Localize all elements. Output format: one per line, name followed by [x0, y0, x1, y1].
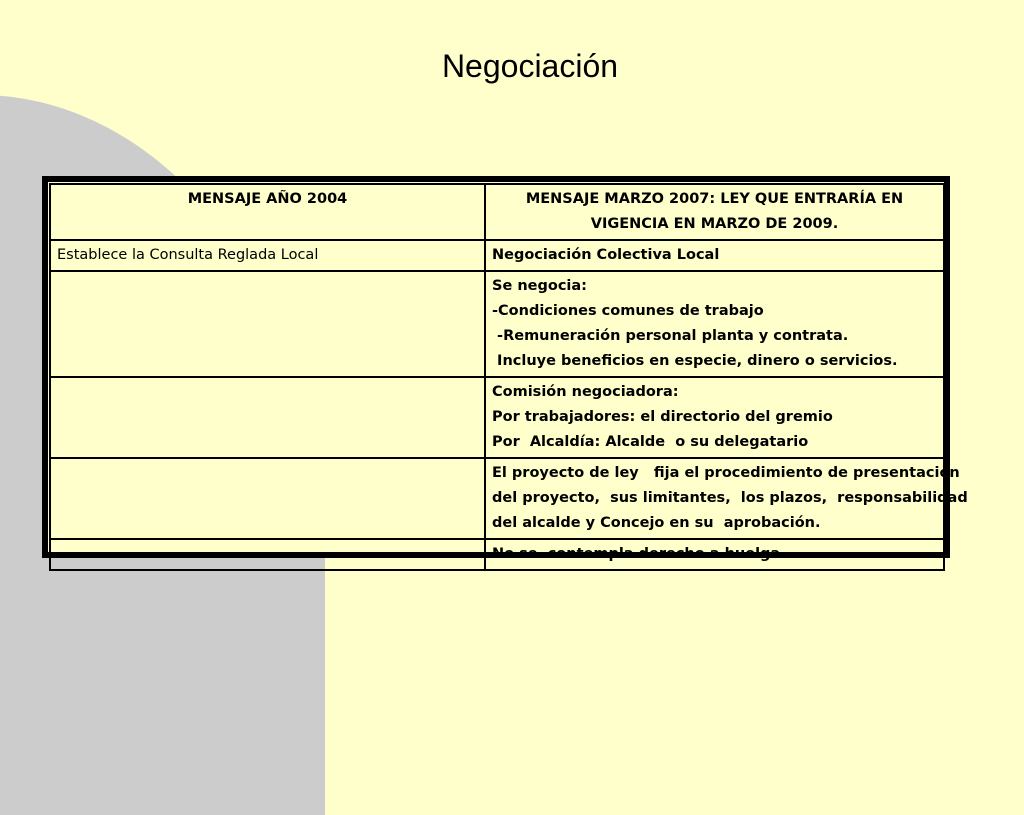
cell-line: Negociación Colectiva Local [492, 247, 720, 263]
row-4-right-cell [485, 458, 968, 539]
row-1-right-cell [485, 240, 944, 271]
cell-line: del alcalde y Concejo en su aprobación. [492, 515, 821, 531]
header-2004: MENSAJE AÑO 2004 [50, 184, 485, 240]
cell-line: -Condiciones comunes de trabajo [492, 303, 764, 319]
cell-line: del proyecto, sus limitantes, los plazos, responsabilidad [492, 490, 968, 506]
table-row [50, 377, 944, 458]
cell-line: No se contempla derecho a huelga. [492, 546, 786, 562]
row-4-left-cell [50, 458, 485, 539]
cell-line: Por trabajadores: el directorio del gremio [492, 409, 833, 425]
slide-title: Negociación [441, 48, 619, 84]
row-2-right-cell [485, 271, 944, 377]
cell-line: Por Alcaldía: Alcalde o su delegatario [492, 434, 809, 450]
header-2007: MENSAJE MARZO 2007: LEY QUE ENTRARÍA EN VIGENCIA EN MARZO DE 2009. [485, 184, 944, 240]
cell-line: -Remuneración personal planta y contrata. [492, 328, 849, 344]
cell-line: Comisión negociadora: [492, 384, 679, 400]
cell-line: Incluye beneficios en especie, dinero o servicios. [492, 353, 898, 369]
table-row [50, 458, 944, 539]
row-5-right-cell [485, 539, 944, 570]
row-2-left-cell [50, 271, 485, 377]
row-3-left-cell [50, 377, 485, 458]
row-1-left-cell: Establece la Consulta Reglada Local [50, 240, 485, 271]
comparison-table [42, 176, 968, 562]
row-3-right-cell [485, 377, 944, 458]
cell-line: Se negocia: [492, 278, 587, 294]
comparison-table-grid [49, 183, 968, 571]
cell-line: El proyecto de ley fija el procedimiento de presentación [492, 465, 960, 481]
row-5-left-cell [50, 539, 485, 570]
table-header-row [50, 184, 944, 240]
table-row [50, 271, 944, 377]
table-row [50, 539, 944, 570]
table-row [50, 240, 944, 271]
